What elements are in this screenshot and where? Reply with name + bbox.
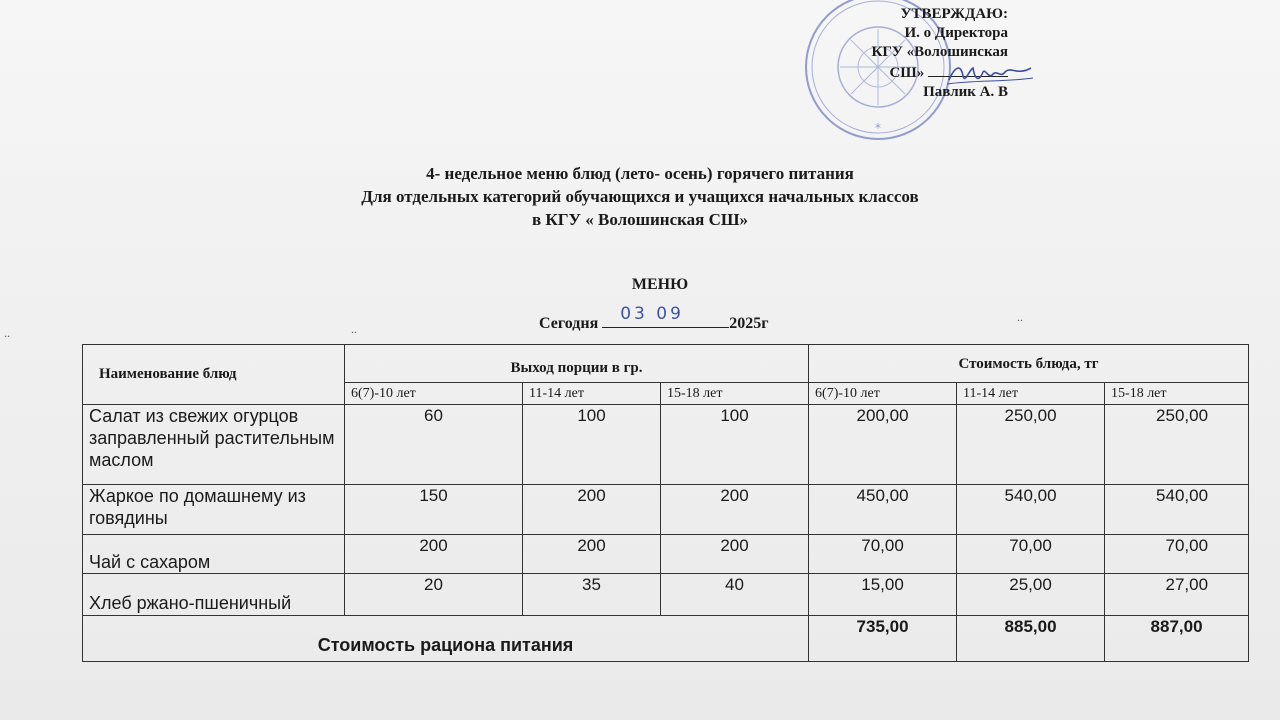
portion-cell: 60 <box>345 405 523 485</box>
svg-text:*: * <box>875 121 881 135</box>
portion-cell: 200 <box>523 485 661 535</box>
speck-mark: .. <box>1017 310 1023 324</box>
portion-cell: 200 <box>345 535 523 574</box>
dish-name: Салат из свежих огурцов заправленный растительным маслом <box>83 405 345 485</box>
title-line-2: Для отдельных категорий обучающихся и учащихся начальных классов <box>361 187 919 206</box>
dish-name: Чай с сахаром <box>83 535 345 574</box>
dish-name: Хлеб ржано-пшеничный <box>83 574 345 616</box>
speck-mark: .. <box>4 326 10 340</box>
cost-cell: 70,00 <box>957 535 1105 574</box>
dish-name: Жаркое по домашнему из говядины <box>83 485 345 535</box>
portion-cell: 100 <box>523 405 661 485</box>
total-row <box>83 616 1249 662</box>
portion-cell: 20 <box>345 574 523 616</box>
table-row <box>83 535 1249 574</box>
cost-cell: 70,00 <box>1105 535 1249 574</box>
portion-cell: 100 <box>661 405 809 485</box>
portion-cell: 200 <box>661 485 809 535</box>
approval-organization-end: СШ» <box>889 65 925 81</box>
table-row <box>83 485 1249 535</box>
header-dish-name: Наименование блюд <box>83 345 345 405</box>
cost-cell: 15,00 <box>809 574 957 616</box>
header-row <box>83 345 1249 383</box>
header-portion: Выход порции в гр. <box>345 345 809 383</box>
cost-cell: 25,00 <box>957 574 1105 616</box>
table-row <box>83 574 1249 616</box>
title-line-3: в КГУ « Волошинская СШ» <box>531 210 749 229</box>
approval-organization: КГУ «Волошинская <box>871 44 1008 60</box>
approval-heading: УТВЕРЖДАЮ: <box>900 6 1008 22</box>
cost-cell: 450,00 <box>809 485 957 535</box>
speck-mark: .. <box>351 322 357 336</box>
header-cost: Стоимость блюда, тг <box>809 345 1249 383</box>
menu-table <box>82 344 1249 662</box>
year-label: 2025г <box>729 315 769 332</box>
age-group-header: 6(7)-10 лет <box>809 383 957 405</box>
cost-cell: 200,00 <box>809 405 957 485</box>
total-cost-cell: 887,00 <box>1105 616 1249 662</box>
cost-cell: 70,00 <box>809 535 957 574</box>
portion-cell: 200 <box>661 535 809 574</box>
total-cost-cell: 735,00 <box>809 616 957 662</box>
today-label: Сегодня <box>539 315 599 332</box>
age-group-header: 15-18 лет <box>1105 383 1249 405</box>
table-row <box>83 405 1249 485</box>
date-blank <box>602 304 729 328</box>
cost-cell: 250,00 <box>1105 405 1249 485</box>
document-title <box>280 162 1000 231</box>
age-group-header: 6(7)-10 лет <box>345 383 523 405</box>
cost-cell: 27,00 <box>1105 574 1249 616</box>
approval-position: И. о Директора <box>904 25 1008 41</box>
menu-heading: МЕНЮ <box>631 276 689 293</box>
portion-cell: 200 <box>523 535 661 574</box>
total-cost-cell: 885,00 <box>957 616 1105 662</box>
total-label: Стоимость рациона питания <box>83 616 809 662</box>
portion-cell: 150 <box>345 485 523 535</box>
age-group-header: 11-14 лет <box>523 383 661 405</box>
cost-cell: 540,00 <box>1105 485 1249 535</box>
title-line-1: 4- недельное меню блюд (лето- осень) горячего питания <box>426 164 854 183</box>
handwritten-signature <box>945 60 1035 90</box>
portion-cell: 40 <box>661 574 809 616</box>
age-group-header: 11-14 лет <box>957 383 1105 405</box>
portion-cell: 35 <box>523 574 661 616</box>
cost-cell: 540,00 <box>957 485 1105 535</box>
approval-signer-name: Павлик А. В <box>923 84 1008 100</box>
age-group-header: 15-18 лет <box>661 383 809 405</box>
today-date-line <box>539 304 769 333</box>
handwritten-date: 03 09 <box>620 304 684 324</box>
cost-cell: 250,00 <box>957 405 1105 485</box>
